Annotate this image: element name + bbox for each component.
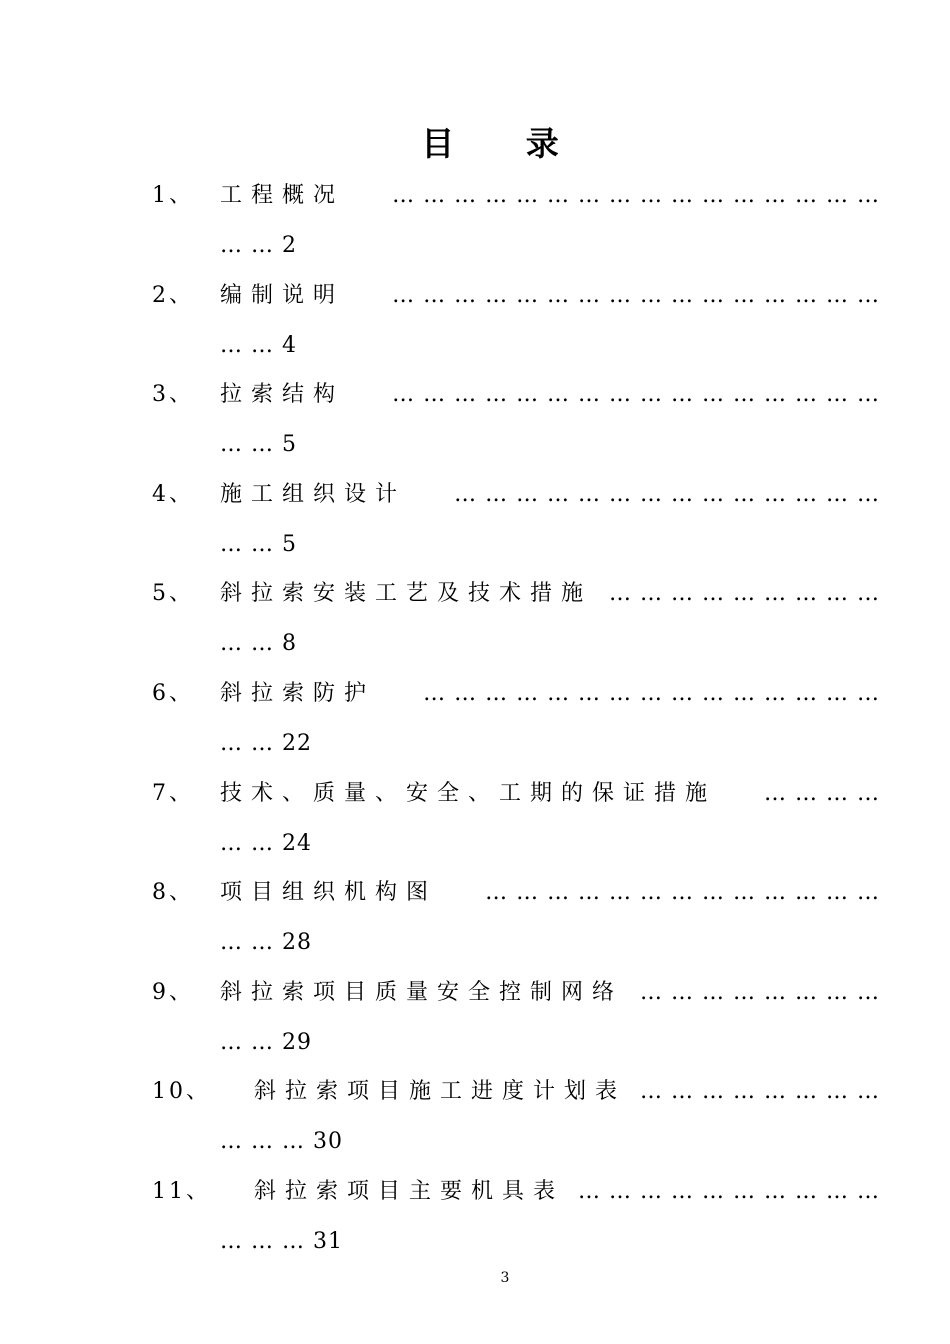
toc-entry-number: 2、 <box>152 282 194 308</box>
toc-entry-leader: … … … … <box>764 780 880 806</box>
toc-entry-page: … … 28 <box>220 930 312 956</box>
toc-entry-title: 编制说明 <box>220 282 345 308</box>
toc-entry[interactable] <box>152 371 880 471</box>
toc-entry-page: … … 5 <box>220 531 297 557</box>
toc-entry-title: 项目组织机构图 <box>220 880 438 906</box>
toc-entry-page: … … 22 <box>220 730 312 756</box>
toc-entry[interactable] <box>152 272 880 372</box>
toc-entry-number: 11、 <box>152 1178 211 1204</box>
toc-entry-number: 1、 <box>152 183 194 208</box>
toc-entry[interactable] <box>152 969 880 1069</box>
toc-entry-number: 10、 <box>152 1079 211 1105</box>
toc-entry-title: 斜拉索项目质量安全控制网络 <box>220 979 624 1005</box>
toc-entry-number: 3、 <box>152 382 194 408</box>
toc-entry-leader: … … … … … … … … … … … … … <box>485 880 880 906</box>
toc-entry-leader: … … … … … … … … … … … … … … … … <box>392 183 880 208</box>
toc-entry-page: … … 4 <box>220 332 297 358</box>
toc-entry-page: … … 8 <box>220 631 297 657</box>
toc-entry[interactable] <box>152 172 880 272</box>
toc-entry-title: 斜拉索项目施工进度计划表 <box>254 1079 627 1105</box>
toc-entry[interactable] <box>152 770 880 870</box>
toc-entry[interactable] <box>152 570 880 670</box>
toc-entry-title: 工程概况 <box>220 183 345 208</box>
toc-entry-page: … … 5 <box>220 432 297 458</box>
toc-entry-number: 6、 <box>152 680 194 706</box>
toc-entry-number: 4、 <box>152 481 194 507</box>
toc-entry-leader: … … … … … … … … … … … … … … … … <box>392 282 880 308</box>
page-number: 3 <box>500 1270 510 1286</box>
toc-entry-title: 拉索结构 <box>220 382 345 408</box>
toc-entry-leader: … … … … … … … … <box>640 979 880 1005</box>
toc-entry-number: 5、 <box>152 581 194 607</box>
toc-entry-page: … … 29 <box>220 1029 312 1055</box>
toc-entry-number: 8、 <box>152 880 194 906</box>
toc-entry-title: 斜拉索安装工艺及技术措施 <box>220 581 593 607</box>
toc-entry-leader: … … … … … … … … … … … … … … … … <box>392 382 880 408</box>
toc-entry-number: 9、 <box>152 979 194 1005</box>
toc-entry-leader: … … … … … … … … … … … … … … <box>454 481 880 507</box>
toc-entry-title: 技术、质量、安全、工期的保证措施 <box>220 780 717 806</box>
toc-entry[interactable] <box>152 471 880 571</box>
toc-entry-title: 斜拉索防护 <box>220 680 376 706</box>
page-title: 目 录 <box>421 124 589 163</box>
toc-entry[interactable] <box>152 1068 880 1168</box>
toc-entry-page: … … … 31 <box>220 1228 343 1254</box>
toc-entry-number: 7、 <box>152 780 194 806</box>
toc-entry-page: … … 2 <box>220 233 297 258</box>
toc-entry-page: … … … 30 <box>220 1129 343 1155</box>
toc-entry-leader: … … … … … … … … <box>640 1079 880 1105</box>
table-of-contents <box>152 172 880 1268</box>
toc-entry[interactable] <box>152 1168 880 1268</box>
toc-entry-leader: … … … … … … … … … <box>609 581 880 607</box>
toc-entry-leader: … … … … … … … … … … <box>578 1178 880 1204</box>
toc-entry-title: 斜拉索项目主要机具表 <box>254 1178 565 1204</box>
toc-entry-title: 施工组织设计 <box>220 481 407 507</box>
toc-entry[interactable] <box>152 869 880 969</box>
toc-entry-leader: … … … … … … … … … … … … … … … <box>423 680 880 706</box>
toc-entry-page: … … 24 <box>220 830 312 856</box>
toc-entry[interactable] <box>152 670 880 770</box>
